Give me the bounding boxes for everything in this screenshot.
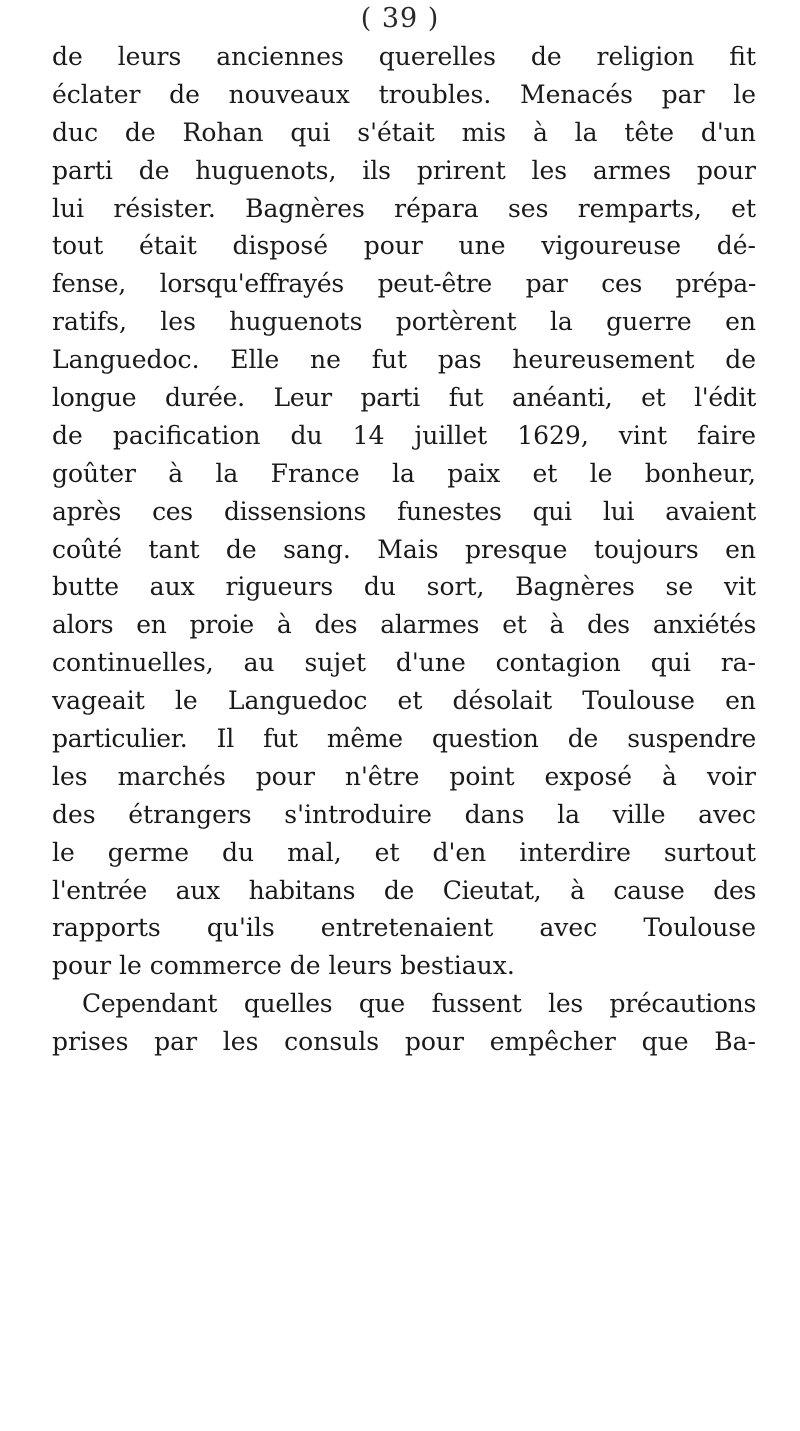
text-line: particulier. Il fut même question de suspendre <box>52 724 756 754</box>
text-line: de leurs anciennes querelles de religion fit <box>52 42 756 71</box>
text-line: butte aux rigueurs du sort, Bagnères se vit <box>52 572 756 602</box>
text-line: de pacification du 14 juillet 1629, vint faire <box>52 420 756 450</box>
text-line: des étrangers s'introduire dans la ville avec <box>52 799 756 829</box>
text-line: prises par les consuls pour empêcher que Ba- <box>52 1027 756 1057</box>
text-line: rapports qu'ils entretenaient avec Toulouse <box>52 913 756 943</box>
text-line: après ces dissensions funestes qui lui avaient <box>52 496 756 526</box>
text-line: les marchés pour n'être point exposé à voir <box>52 761 756 791</box>
text-line: duc de Rohan qui s'était mis à la tête d'un <box>52 117 756 147</box>
text-line: goûter à la France la paix et le bonheur, <box>52 458 756 488</box>
body-text <box>52 38 756 1061</box>
text-line: l'entrée aux habitans de Cieutat, à cause des <box>52 875 756 905</box>
text-line: lui résister. Bagnères répara ses remparts, et <box>52 193 756 223</box>
text-line: Cependant quelles que fussent les précautions <box>82 989 756 1019</box>
text-line: ratifs, les huguenots portèrent la guerre en <box>52 307 756 337</box>
text-line: parti de huguenots, ils prirent les armes pour <box>52 155 756 185</box>
text-line: vageait le Languedoc et désolait Toulouse en <box>52 686 756 716</box>
text-line: le germe du mal, et d'en interdire surtout <box>52 837 756 867</box>
text-line: continuelles, au sujet d'une contagion qui ra- <box>52 648 756 678</box>
text-line: Languedoc. Elle ne fut pas heureusement de <box>52 345 756 375</box>
text-line: tout était disposé pour une vigoureuse dé- <box>52 231 756 261</box>
text-line: alors en proie à des alarmes et à des anxiétés <box>52 610 756 640</box>
text-line: longue durée. Leur parti fut anéanti, et l'édit <box>52 383 756 413</box>
page-number: ( 39 ) <box>360 3 440 34</box>
text-line: coûté tant de sang. Mais presque toujours en <box>52 534 756 564</box>
text-line: éclater de nouveaux troubles. Menacés par le <box>52 79 756 109</box>
text-line: fense, lorsqu'effrayés peut-être par ces prépa- <box>52 269 756 299</box>
text-line: pour le commerce de leurs bestiaux. <box>52 951 515 981</box>
